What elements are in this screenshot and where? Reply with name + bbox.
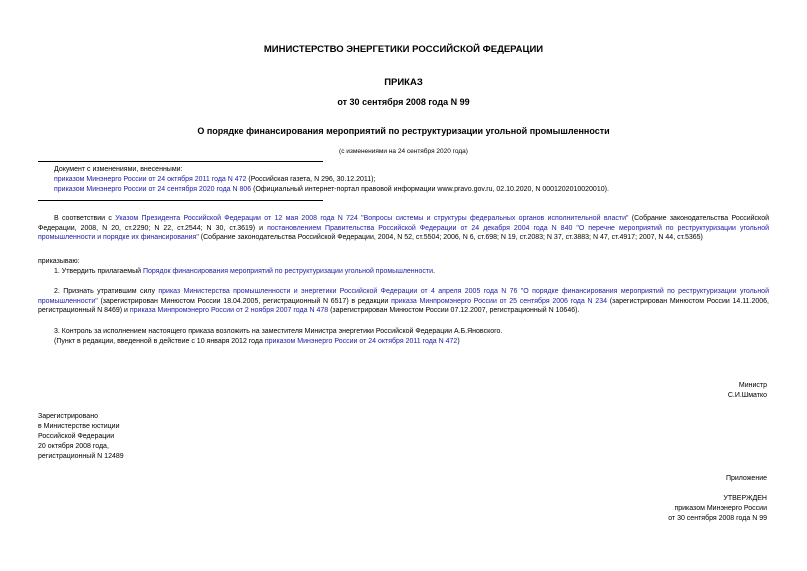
registration-line: регистрационный N 12489 [38,453,124,460]
order-234-link[interactable]: приказа Минпромэнерго России от 25 сентября 2006 года N 234 [391,297,607,305]
item-1-end: . [433,268,436,275]
item-1 [54,267,435,277]
orders-word: приказываю: [38,258,80,265]
amendment-tail: (Официальный интернет-портал правовой информации www.pravo.gov.ru, 02.10.2020, N 0001202010020010). [251,186,609,193]
amendment-item [54,185,609,195]
amendment-tail: (Российская газета, N 296, 30.12.2011); [246,176,376,183]
registration-line: Зарегистрировано [38,413,98,420]
order-76-link[interactable]: приказ Министерства промышленности и энергетики Российской Федерации от 4 апреля 2005 года N 76 "О порядке финансирования мероприятий по реструктуризации угольной промышленности" [38,288,769,305]
ministry-heading: МИНИСТЕРСТВО ЭНЕРГЕТИКИ РОССИЙСКОЙ ФЕДЕРАЦИИ [263,44,544,55]
item-2 [38,287,769,316]
divider-bottom [38,200,323,201]
order-date-number: от 30 сентября 2008 года N 99 [337,97,470,107]
appendix-approved: УТВЕРЖДЕН [723,495,767,502]
item-3: 3. Контроль за исполнением настоящего приказа возложить на заместителя Министра энергетики Российской Федерации А.Б.Яновского. [54,328,503,335]
preamble-text: В соответствии с [54,215,116,222]
item-2-text: 2. Признать утратившим силу [54,288,159,295]
item-1-text: 1. Утвердить прилагаемый [54,268,143,275]
appendix-by: приказом Минэнерго России [674,505,767,512]
registration-line: в Министерстве юстиции [38,423,120,430]
amendments-intro: Документ с изменениями, внесенными: [54,166,183,173]
item-3-note-close: ) [457,338,460,345]
divider-top [38,161,323,162]
item-3-note [54,337,460,347]
item-2-text: (зарегистрирован Минюстом России 18.04.2005, регистрационный N 6517) в редакции [97,297,392,305]
appendix-label: Приложение [725,475,767,482]
registration-line: 20 октября 2008 года, [38,443,109,450]
signature-position: Министр [738,382,767,389]
doc-type-heading: ПРИКАЗ [384,77,423,88]
resolution-link[interactable]: постановлением Правительства Российской Федерации от 24 декабря 2004 года N 840 "О перечне мероприятий по реструктуризации угольной промышленности и порядке их финансирования" [38,224,769,241]
decree-link[interactable]: Указом Президента Российской Федерации от 12 мая 2008 года N 724 "Вопросы системы и структуры федеральных органов исполнительной власти" [115,215,629,222]
item-2-text: (зарегистрирован Минюстом России 14.11.2006, регистрационный N 8469) и [38,297,770,314]
procedure-link[interactable]: Порядок финансирования мероприятий по реструктуризации угольной промышленности [142,268,434,275]
item-2-text: (зарегистрирован Минюстом России 07.12.2007, регистрационный N 10646). [328,307,580,314]
order-472-link[interactable]: приказом Минэнерго России от 24 октября 2011 года N 472 [264,338,458,345]
signature-name: С.И.Шматко [727,392,767,399]
appendix-date: от 30 сентября 2008 года N 99 [668,515,767,522]
document-title: О порядке финансирования мероприятий по реструктуризации угольной промышленности [197,126,610,136]
order-478-link[interactable]: приказа Минпромэнерго России от 2 ноября 2007 года N 478 [129,307,329,314]
amendment-item [54,175,375,185]
preamble-paragraph [38,214,769,243]
preamble-text: (Собрание законодательства Российской Федерации, 2004, N 52, ст.5504; 2006, N 6, ст.698; N 19, ст.2083; N 37, ст.3883; N 47, ст.4917; 2007, N 44, ст.5365) [198,234,703,241]
item-3-note-text: (Пункт в редакции, введенной в действие с 10 января 2012 года [54,338,265,345]
preamble-text: (Собрание законодательства Российской Федерации, 2008, N 20, ст.2290; N 22, ст.2544; N 30, ст.3619) и [38,215,770,232]
changes-note: (с изменениями на 24 сентября 2020 года) [339,148,468,155]
amendment-link[interactable]: приказом Минэнерго России от 24 октября 2011 года N 472 [54,176,247,183]
amendment-link[interactable]: приказом Минэнерго России от 24 сентября 2020 года N 806 [54,186,252,193]
registration-line: Российской Федерации [38,433,115,440]
